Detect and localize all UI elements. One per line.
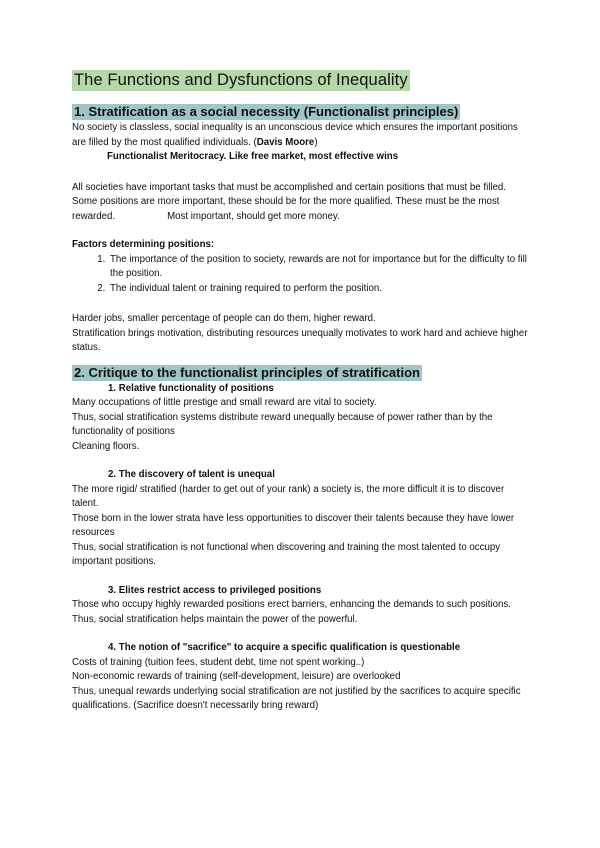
- critique-4-line: Costs of training (tuition fees, student debt, time not spent working..): [72, 656, 365, 668]
- intro-close: ): [314, 136, 318, 148]
- meritocracy-subtitle: Functionalist Meritocracy. Like free market, most effective wins: [107, 151, 399, 162]
- section-1-heading: 1. Stratification as a social necessity (Functionalist principles): [74, 104, 459, 119]
- critique-1-line: Cleaning floors.: [72, 440, 140, 452]
- para-2b-note: Most important, should get more money.: [167, 210, 340, 222]
- critique-3-title: 3. Elites restrict access to privileged positions: [108, 584, 322, 596]
- critique-2-line: Thus, social stratification is not functional when discovering and training the most talented to occupy important positions.: [72, 541, 501, 567]
- para-2b-text: Some positions are more important, these should be for the more qualified. These must be the most rewarded.: [72, 196, 500, 222]
- critique-2-line: The more rigid/ stratified (harder to get out of your rank) a society is, the more difficult it is to discover talent.: [72, 483, 505, 509]
- critique-1-line: Many occupations of little prestige and small reward are vital to society.: [72, 397, 377, 408]
- factors-heading: Factors determining positions:: [72, 239, 215, 250]
- critique-4-line: Thus, unequal rewards underlying social stratification are not justified by the sacrifices to acquire specific qualifications. (Sacrifice doesn't necessarily bring reward): [72, 685, 521, 711]
- factor-item: 1. The importance of the position to society, rewards are not for importance but for the difficulty to fill the position.: [108, 253, 532, 282]
- critique-4-line: Non-economic rewards of training (self-development, leisure) are overlooked: [72, 671, 401, 682]
- critique-1-title: 1. Relative functionality of positions: [108, 382, 274, 394]
- section-2-heading: 2. Critique to the functionalist principles of stratification: [74, 364, 420, 380]
- section-1-para-2a: All societies have important tasks that must be accomplished and certain positions that must be filled.: [72, 181, 507, 193]
- factors-list: [72, 253, 532, 297]
- critique-3-line: Thus, social stratification helps maintain the power of the powerful.: [72, 613, 358, 625]
- critique-1-line: Thus, social stratification systems distribute reward unequally because of power rather than by the functionality of positions: [72, 411, 493, 437]
- factor-item: 2. The individual talent or training required to perform the position.: [108, 282, 532, 297]
- intro-text: No society is classless, social inequality is an unconscious device which ensures the important positions are filled by the most qualified individuals. (: [72, 122, 518, 148]
- critique-2-line: Those born in the lower strata have less opportunities to discover their talents because they have lower resources: [72, 512, 515, 538]
- citation-davis-moore: Davis Moore: [256, 136, 315, 148]
- section-1-intro: [72, 121, 532, 150]
- document-page: [72, 70, 532, 714]
- section-1-para-3b: Stratification brings motivation, distributing resources unequally motivates to work hard and achieve higher status.: [72, 327, 528, 353]
- critique-3-line: Those who occupy highly rewarded positions erect barriers, enhancing the demands to such positions.: [72, 599, 511, 610]
- section-1-para-3a: Harder jobs, smaller percentage of people can do them, higher reward.: [72, 313, 376, 324]
- critique-4-title: 4. The notion of "sacrifice" to acquire a specific qualification is questionable: [108, 642, 461, 653]
- section-1-para-2b: [72, 195, 532, 224]
- critique-2-title: 2. The discovery of talent is unequal: [108, 469, 275, 480]
- document-title: The Functions and Dysfunctions of Inequality: [74, 71, 408, 89]
